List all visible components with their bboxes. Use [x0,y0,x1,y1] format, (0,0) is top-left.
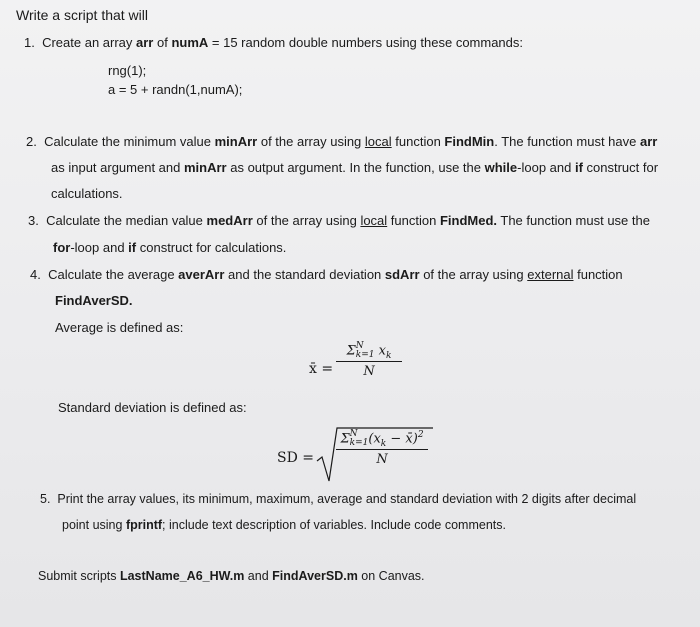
item5-line2 [62,517,506,533]
item3-text: Calculate the median value [46,213,207,228]
avg-sum-symbol: Σ [346,343,356,359]
item1-number: 1. [24,35,35,50]
submit-line [38,568,425,584]
item5-l2-text-b: ; include text description of variables. Include code comments. [162,518,506,532]
item5-l2-text: point using [62,518,126,532]
item2-FindMin: FindMin [444,134,495,149]
item3-line1 [28,213,650,229]
sd-term-power: 2 [417,430,424,441]
item3-number: 3. [28,213,39,228]
submit-file1: LastName_A6_HW.m [119,569,245,583]
item3-l2-text-b: construct for calculations. [136,240,287,255]
item1-line [24,35,523,51]
item5-fprintf: fprintf [125,518,163,532]
item2-text-d: . The function must have [494,134,640,149]
item4-FindAverSD [55,293,133,309]
item4-text: Calculate the average [48,267,179,282]
avg-term: x [378,343,386,359]
sd-formula-denominator: N [376,452,388,468]
sd-term-sub: k [380,439,387,450]
average-definition-label: Average is defined as: [55,320,184,335]
item4-FindAverSD-name: FindAverSD. [55,293,133,308]
item4-text-c: of the array using [419,267,528,282]
item2-text-c: function [391,134,445,149]
item2-l2-text-b: as output argument. In the function, use the [226,160,485,175]
item2-line1 [26,134,657,150]
item3-medArr: medArr [206,213,253,228]
item2-local: local [364,134,392,149]
avg-formula-numerator [336,342,402,362]
item4-line1 [30,267,623,283]
item4-external: external [527,267,574,282]
item3-text-d: The function must use the [497,213,650,228]
sd-definition-label: Standard deviation is defined as: [58,400,247,415]
item1-text: Create an array [42,35,137,50]
avg-term-sub: k [385,351,392,362]
avg-formula-denominator: N [363,364,375,380]
item2-line3: calculations. [51,186,123,201]
item2-l2-text-d: construct for [582,160,659,175]
sd-term-rest: − x̄) [386,431,418,447]
submit-text-mid: and [244,569,273,583]
item2-l2-text: as input argument and [51,160,184,175]
submit-text-post: on Canvas. [357,569,425,583]
sd-sum-upper: N [349,429,358,439]
avg-formula-fraction [336,342,402,379]
item1-numA: numA [171,35,209,50]
item2-if: if [574,160,583,175]
submit-file2: FindAverSD.m [272,569,358,583]
item3-line2 [53,240,286,256]
item3-FindMed: FindMed. [439,213,497,228]
sd-formula-numerator [336,430,428,450]
sd-formula-fraction [336,430,428,467]
avg-sum-lower: k=1 [355,350,375,360]
sd-sum-lower: k=1 [349,438,369,448]
item4-text-d: function [573,267,623,282]
item2-number: 2. [26,134,37,149]
item1-text-mid: of [153,35,172,50]
avg-formula-lhs: x̄ = [309,361,334,377]
item5-text: Print the array values, its minimum, maximum, average and standard deviation with 2 digits after decimal [57,492,637,506]
item4-text-b: and the standard deviation [224,267,385,282]
item4-averArr: averArr [178,267,225,282]
code-line-1: rng(1); [108,63,147,78]
item3-text-c: function [387,213,440,228]
item3-local: local [360,213,388,228]
item3-l2-text: -loop and [70,240,129,255]
header-text: Write a script that will [16,7,148,23]
item3-text-b: of the array using [252,213,361,228]
sd-term: (x [368,431,381,447]
item1-text-post: = 15 random double numbers using these commands: [208,35,524,50]
item3-if: if [128,240,137,255]
avg-sum-upper: N [355,341,364,351]
item2-text-b: of the array using [257,134,365,149]
item4-sdArr: sdArr [384,267,420,282]
item2-minArr: minArr [214,134,258,149]
code-line-2: a = 5 + randn(1,numA); [108,82,243,97]
item2-arr: arr [639,134,658,149]
item2-minArr-2: minArr [183,160,227,175]
submit-text: Submit scripts [38,569,120,583]
item2-while: while [484,160,518,175]
item2-line2 [51,160,658,176]
item5-line1 [40,491,636,507]
sd-formula-lhs: SD = [277,450,314,466]
item2-text: Calculate the minimum value [44,134,215,149]
item3-for: for [53,240,71,255]
item2-l2-text-c: -loop and [517,160,575,175]
sd-sum-symbol: Σ [340,431,350,447]
item1-arr: arr [136,35,154,50]
item4-number: 4. [30,267,41,282]
item5-number: 5. [40,492,51,506]
